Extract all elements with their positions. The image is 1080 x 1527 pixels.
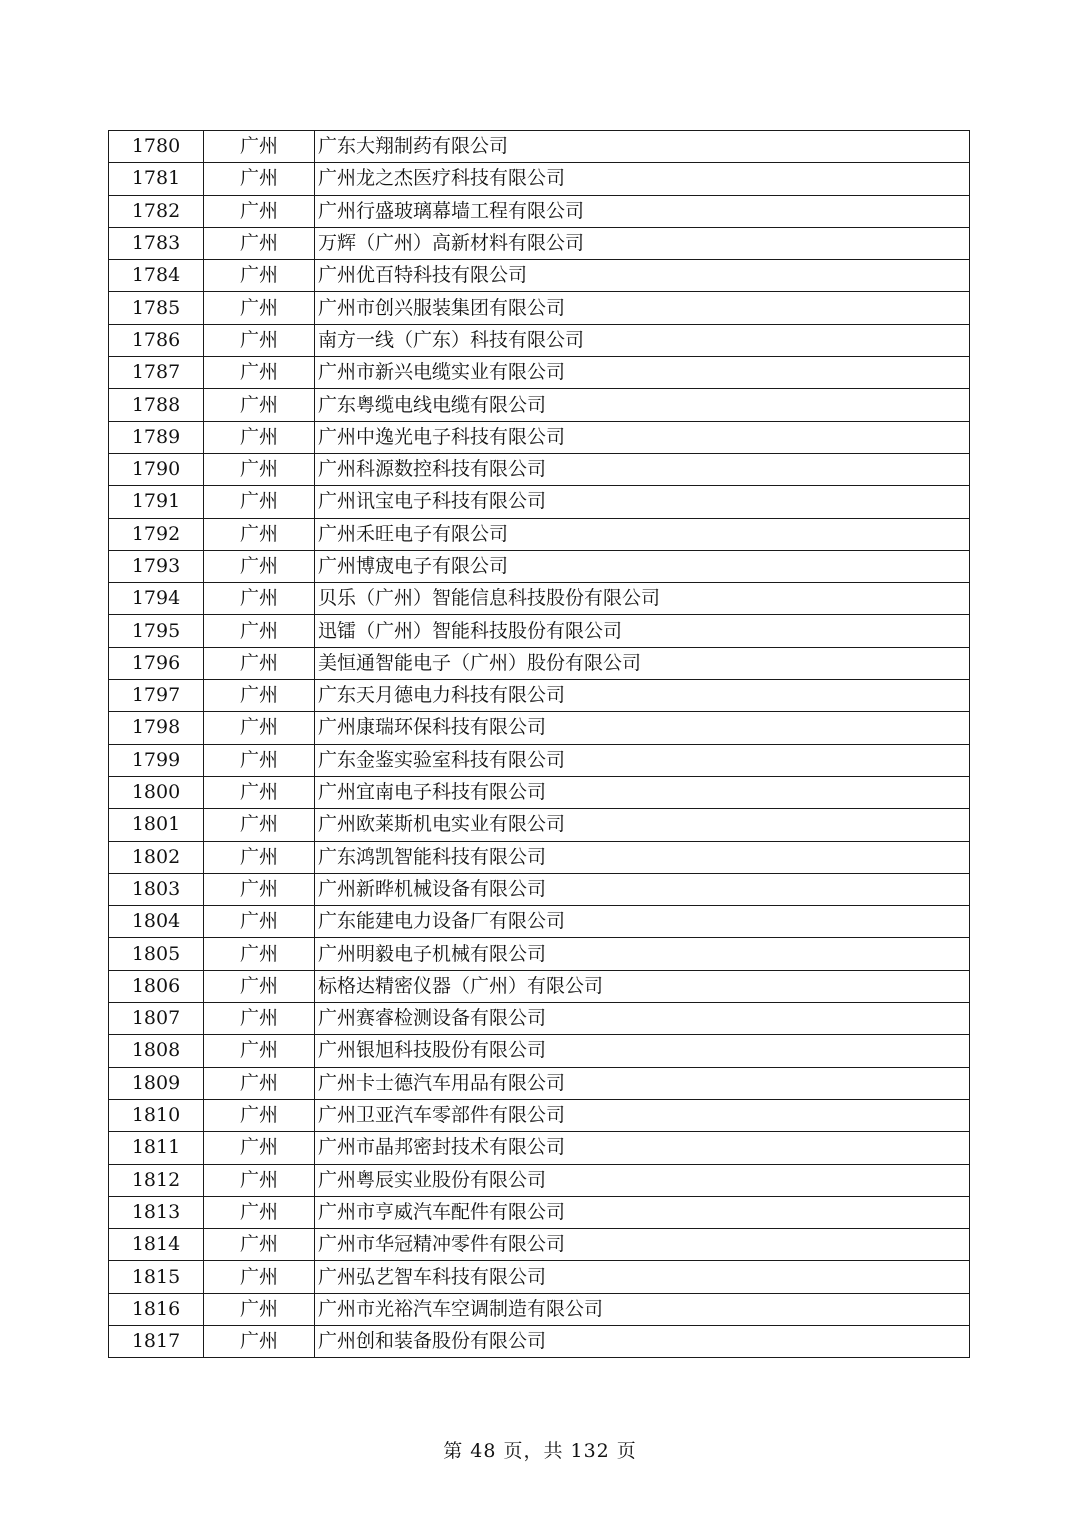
table-row [109,1293,970,1325]
row-number-cell: 1783 [109,227,204,259]
city-cell: 广州 [204,1196,315,1228]
table-row [109,1099,970,1131]
table-row [109,1261,970,1293]
city-cell: 广州 [204,195,315,227]
table-row [109,1164,970,1196]
row-number-cell: 1800 [109,776,204,808]
company-name-cell: 广州市创兴服装集团有限公司 [315,292,970,324]
row-number-cell: 1794 [109,583,204,615]
row-number-cell: 1780 [109,131,204,163]
city-cell: 广州 [204,292,315,324]
row-number-cell: 1788 [109,389,204,421]
row-number-cell: 1810 [109,1099,204,1131]
company-name-cell: 广州弘艺智车科技有限公司 [315,1261,970,1293]
company-name-cell: 广州龙之杰医疗科技有限公司 [315,163,970,195]
company-name-cell: 广州新晔机械设备有限公司 [315,873,970,905]
row-number-cell: 1795 [109,615,204,647]
city-cell: 广州 [204,744,315,776]
city-cell: 广州 [204,163,315,195]
city-cell: 广州 [204,324,315,356]
table-row [109,712,970,744]
table-row [109,970,970,1002]
company-name-cell: 广东鸿凯智能科技有限公司 [315,841,970,873]
row-number-cell: 1815 [109,1261,204,1293]
city-cell: 广州 [204,970,315,1002]
company-name-cell: 广州赛睿检测设备有限公司 [315,1003,970,1035]
city-cell: 广州 [204,906,315,938]
table-row [109,615,970,647]
city-cell: 广州 [204,615,315,647]
company-name-cell: 广州中逸光电子科技有限公司 [315,421,970,453]
city-cell: 广州 [204,1325,315,1357]
table-row [109,357,970,389]
row-number-cell: 1789 [109,421,204,453]
company-name-cell: 广东能建电力设备厂有限公司 [315,906,970,938]
city-cell: 广州 [204,1293,315,1325]
company-name-cell: 南方一线（广东）科技有限公司 [315,324,970,356]
city-cell: 广州 [204,583,315,615]
row-number-cell: 1803 [109,873,204,905]
row-number-cell: 1785 [109,292,204,324]
row-number-cell: 1816 [109,1293,204,1325]
company-name-cell: 美恒通智能电子（广州）股份有限公司 [315,647,970,679]
company-name-cell: 万辉（广州）高新材料有限公司 [315,227,970,259]
company-name-cell: 广州科源数控科技有限公司 [315,453,970,485]
table-row [109,227,970,259]
city-cell: 广州 [204,841,315,873]
table-row [109,647,970,679]
city-cell: 广州 [204,1003,315,1035]
city-cell: 广州 [204,260,315,292]
table-row [109,873,970,905]
company-name-cell: 广州明毅电子机械有限公司 [315,938,970,970]
table-row [109,1196,970,1228]
table-row [109,938,970,970]
company-name-cell: 广州市晶邦密封技术有限公司 [315,1132,970,1164]
table-row [109,550,970,582]
row-number-cell: 1809 [109,1067,204,1099]
table-row [109,776,970,808]
city-cell: 广州 [204,809,315,841]
row-number-cell: 1799 [109,744,204,776]
city-cell: 广州 [204,938,315,970]
table-row [109,680,970,712]
company-name-cell: 广州禾旺电子有限公司 [315,518,970,550]
company-name-cell: 广州行盛玻璃幕墙工程有限公司 [315,195,970,227]
city-cell: 广州 [204,873,315,905]
city-cell: 广州 [204,550,315,582]
company-name-cell: 广州市亨威汽车配件有限公司 [315,1196,970,1228]
company-name-cell: 广州讯宝电子科技有限公司 [315,486,970,518]
table-row [109,518,970,550]
company-name-cell: 迅镭（广州）智能科技股份有限公司 [315,615,970,647]
row-number-cell: 1805 [109,938,204,970]
company-name-cell: 广州银旭科技股份有限公司 [315,1035,970,1067]
row-number-cell: 1797 [109,680,204,712]
row-number-cell: 1807 [109,1003,204,1035]
city-cell: 广州 [204,776,315,808]
company-name-cell: 广州博宬电子有限公司 [315,550,970,582]
city-cell: 广州 [204,1099,315,1131]
company-name-cell: 广州康瑞环保科技有限公司 [315,712,970,744]
row-number-cell: 1812 [109,1164,204,1196]
row-number-cell: 1791 [109,486,204,518]
table-row [109,324,970,356]
city-cell: 广州 [204,453,315,485]
row-number-cell: 1817 [109,1325,204,1357]
city-cell: 广州 [204,227,315,259]
row-number-cell: 1806 [109,970,204,1002]
row-number-cell: 1802 [109,841,204,873]
company-name-cell: 广州卫亚汽车零部件有限公司 [315,1099,970,1131]
table-row [109,1035,970,1067]
company-name-cell: 广东天月德电力科技有限公司 [315,680,970,712]
row-number-cell: 1786 [109,324,204,356]
table-row [109,1229,970,1261]
company-name-cell: 标格达精密仪器（广州）有限公司 [315,970,970,1002]
company-name-cell: 广州创和装备股份有限公司 [315,1325,970,1357]
row-number-cell: 1813 [109,1196,204,1228]
row-number-cell: 1784 [109,260,204,292]
table-row [109,195,970,227]
row-number-cell: 1804 [109,906,204,938]
table-row [109,841,970,873]
table-row [109,421,970,453]
row-number-cell: 1790 [109,453,204,485]
table-row [109,906,970,938]
table-row [109,1325,970,1357]
table-row [109,292,970,324]
company-name-cell: 广州市华冠精冲零件有限公司 [315,1229,970,1261]
company-name-cell: 广东大翔制药有限公司 [315,131,970,163]
row-number-cell: 1793 [109,550,204,582]
company-table [108,130,970,1358]
city-cell: 广州 [204,1132,315,1164]
city-cell: 广州 [204,131,315,163]
table-row [109,131,970,163]
table-row [109,163,970,195]
company-name-cell: 广州市新兴电缆实业有限公司 [315,357,970,389]
row-number-cell: 1801 [109,809,204,841]
company-name-cell: 广州卡士德汽车用品有限公司 [315,1067,970,1099]
city-cell: 广州 [204,518,315,550]
city-cell: 广州 [204,712,315,744]
company-name-cell: 广东金鉴实验室科技有限公司 [315,744,970,776]
table-row [109,809,970,841]
company-name-cell: 广州宜南电子科技有限公司 [315,776,970,808]
table-row [109,1003,970,1035]
table-row [109,389,970,421]
company-name-cell: 广州欧莱斯机电实业有限公司 [315,809,970,841]
city-cell: 广州 [204,1164,315,1196]
row-number-cell: 1808 [109,1035,204,1067]
table-row [109,1132,970,1164]
table-row [109,744,970,776]
company-name-cell: 广州优百特科技有限公司 [315,260,970,292]
city-cell: 广州 [204,421,315,453]
city-cell: 广州 [204,357,315,389]
company-name-cell: 广州市光裕汽车空调制造有限公司 [315,1293,970,1325]
city-cell: 广州 [204,486,315,518]
row-number-cell: 1781 [109,163,204,195]
table-row [109,486,970,518]
company-name-cell: 广东粤缆电线电缆有限公司 [315,389,970,421]
city-cell: 广州 [204,647,315,679]
table-row [109,583,970,615]
row-number-cell: 1811 [109,1132,204,1164]
city-cell: 广州 [204,1229,315,1261]
table-row [109,260,970,292]
city-cell: 广州 [204,1035,315,1067]
row-number-cell: 1792 [109,518,204,550]
row-number-cell: 1782 [109,195,204,227]
table-row [109,453,970,485]
row-number-cell: 1798 [109,712,204,744]
city-cell: 广州 [204,389,315,421]
row-number-cell: 1796 [109,647,204,679]
city-cell: 广州 [204,1067,315,1099]
city-cell: 广州 [204,1261,315,1293]
row-number-cell: 1814 [109,1229,204,1261]
row-number-cell: 1787 [109,357,204,389]
city-cell: 广州 [204,680,315,712]
company-table-body [109,131,970,1358]
company-name-cell: 广州粤辰实业股份有限公司 [315,1164,970,1196]
page-footer: 第 48 页，共 132 页 [443,1440,637,1462]
table-row [109,1067,970,1099]
company-name-cell: 贝乐（广州）智能信息科技股份有限公司 [315,583,970,615]
